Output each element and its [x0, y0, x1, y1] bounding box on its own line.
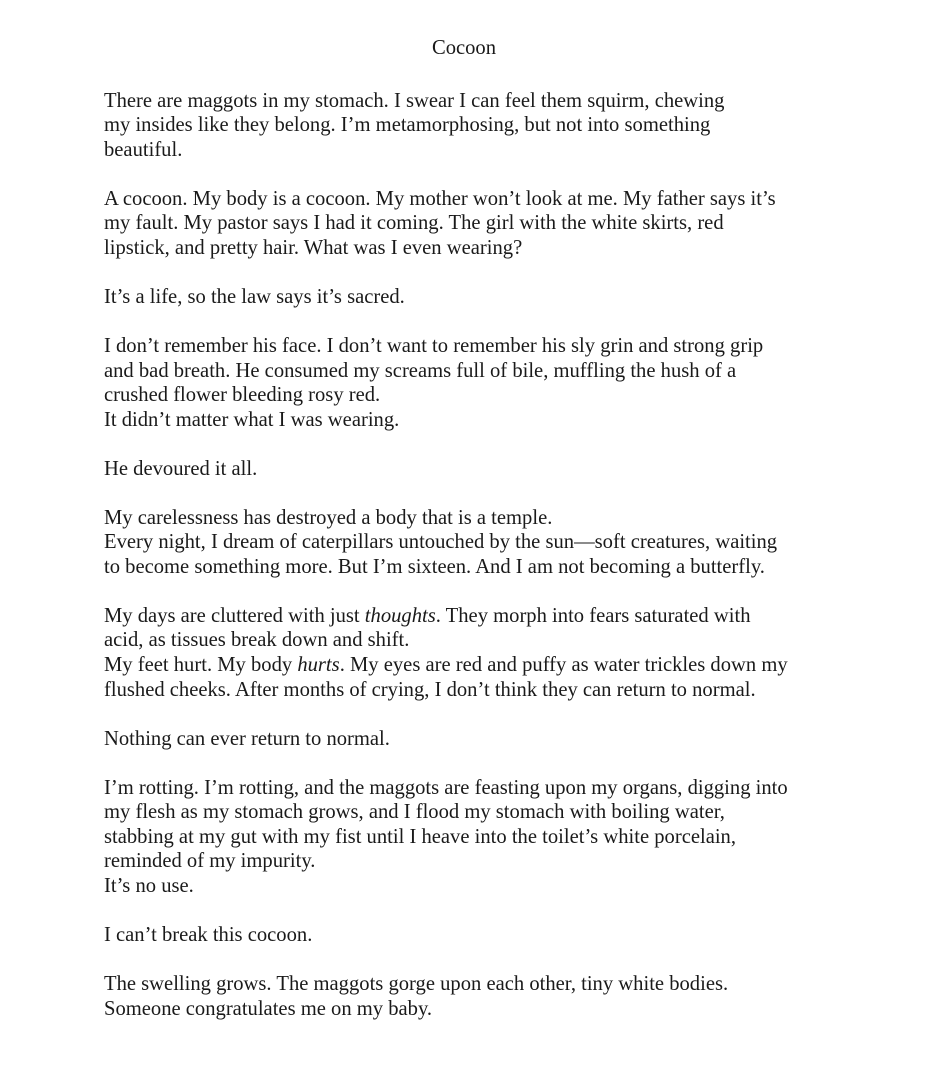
text-line [104, 236, 904, 261]
text-segment: It didn’t matter what I was wearing. [104, 408, 400, 431]
text-segment: my insides like they belong. I’m metamorphosing, but not into something [104, 114, 711, 137]
text-line [104, 628, 904, 653]
italic-text: hurts [297, 654, 340, 677]
text-segment: . They morph into fears saturated with [435, 604, 751, 627]
paragraph [104, 334, 904, 432]
text-segment: He devoured it all. [104, 457, 258, 480]
text-segment: to become something more. But I’m sixteen. And I am not becoming a butterfly. [104, 555, 765, 578]
text-segment: It’s a life, so the law says it’s sacred. [104, 285, 405, 308]
text-segment: beautiful. [104, 138, 183, 161]
text-line [104, 874, 904, 899]
text-line [104, 334, 904, 359]
text-line [104, 211, 904, 236]
document-title: Cocoon [431, 37, 497, 59]
text-line [104, 138, 904, 163]
text-segment: crushed flower bleeding rosy red. [104, 384, 381, 407]
text-line [104, 506, 904, 531]
text-line [104, 997, 904, 1022]
text-segment: reminded of my impurity. [104, 850, 316, 873]
text-segment: My days are cluttered with just [104, 604, 365, 627]
text-line [104, 383, 904, 408]
text-segment: My feet hurt. My body [104, 654, 298, 677]
text-segment: It’s no use. [104, 874, 194, 897]
text-line [104, 849, 904, 874]
text-line [104, 530, 904, 555]
text-segment: The swelling grows. The maggots gorge upon each other, tiny white bodies. [104, 972, 729, 995]
paragraph [104, 972, 904, 1021]
paragraph [104, 923, 904, 948]
text-segment: I’m rotting. I’m rotting, and the maggots are feasting upon my organs, digging into [104, 776, 788, 799]
text-line [104, 727, 904, 752]
text-line [104, 800, 904, 825]
text-segment: my flesh as my stomach grows, and I flood my stomach with boiling water, [104, 801, 725, 824]
text-segment: stabbing at my gut with my fist until I heave into the toilet’s white porcelain, [104, 825, 737, 848]
paragraph [104, 89, 904, 163]
text-segment: There are maggots in my stomach. I swear I can feel them squirm, chewing [104, 89, 725, 112]
text-segment: I don’t remember his face. I don’t want to remember his sly grin and strong grip [104, 334, 764, 357]
text-segment: Nothing can ever return to normal. [104, 727, 390, 750]
text-line [104, 972, 904, 997]
text-line [104, 89, 904, 114]
text-line [104, 187, 904, 212]
text-line [104, 776, 904, 801]
text-line [104, 678, 904, 703]
text-segment: my fault. My pastor says I had it coming. The girl with the white skirts, red [104, 212, 724, 235]
text-line [104, 359, 904, 384]
text-segment: Someone congratulates me on my baby. [104, 997, 433, 1020]
paragraph [104, 776, 904, 899]
text-segment: . My eyes are red and puffy as water trickles down my [339, 654, 788, 677]
text-line [104, 285, 904, 310]
italic-text: thoughts [364, 604, 436, 627]
paragraph [104, 506, 904, 580]
text-segment: and bad breath. He consumed my screams full of bile, muffling the hush of a [104, 359, 737, 382]
text-segment: Every night, I dream of caterpillars untouched by the sun—soft creatures, waiting [104, 531, 778, 554]
document-body [104, 89, 904, 1022]
paragraph [104, 457, 904, 482]
text-line [104, 408, 904, 433]
text-segment: I can’t break this cocoon. [104, 923, 313, 946]
paragraph [104, 727, 904, 752]
text-line [104, 457, 904, 482]
text-line [104, 555, 904, 580]
text-segment: acid, as tissues break down and shift. [104, 629, 410, 652]
text-segment: A cocoon. My body is a cocoon. My mother won’t look at me. My father says it’s [104, 187, 776, 210]
paragraph [104, 187, 904, 261]
document-page [104, 36, 904, 1046]
text-line [104, 825, 904, 850]
text-segment: flushed cheeks. After months of crying, I don’t think they can return to normal. [104, 678, 756, 701]
paragraph [104, 285, 904, 310]
text-segment: My carelessness has destroyed a body that is a temple. [104, 506, 553, 529]
text-line [104, 113, 904, 138]
paragraph [104, 604, 904, 702]
text-line [104, 923, 904, 948]
text-segment: lipstick, and pretty hair. What was I even wearing? [104, 236, 523, 259]
text-line [104, 653, 904, 678]
text-line [104, 604, 904, 629]
